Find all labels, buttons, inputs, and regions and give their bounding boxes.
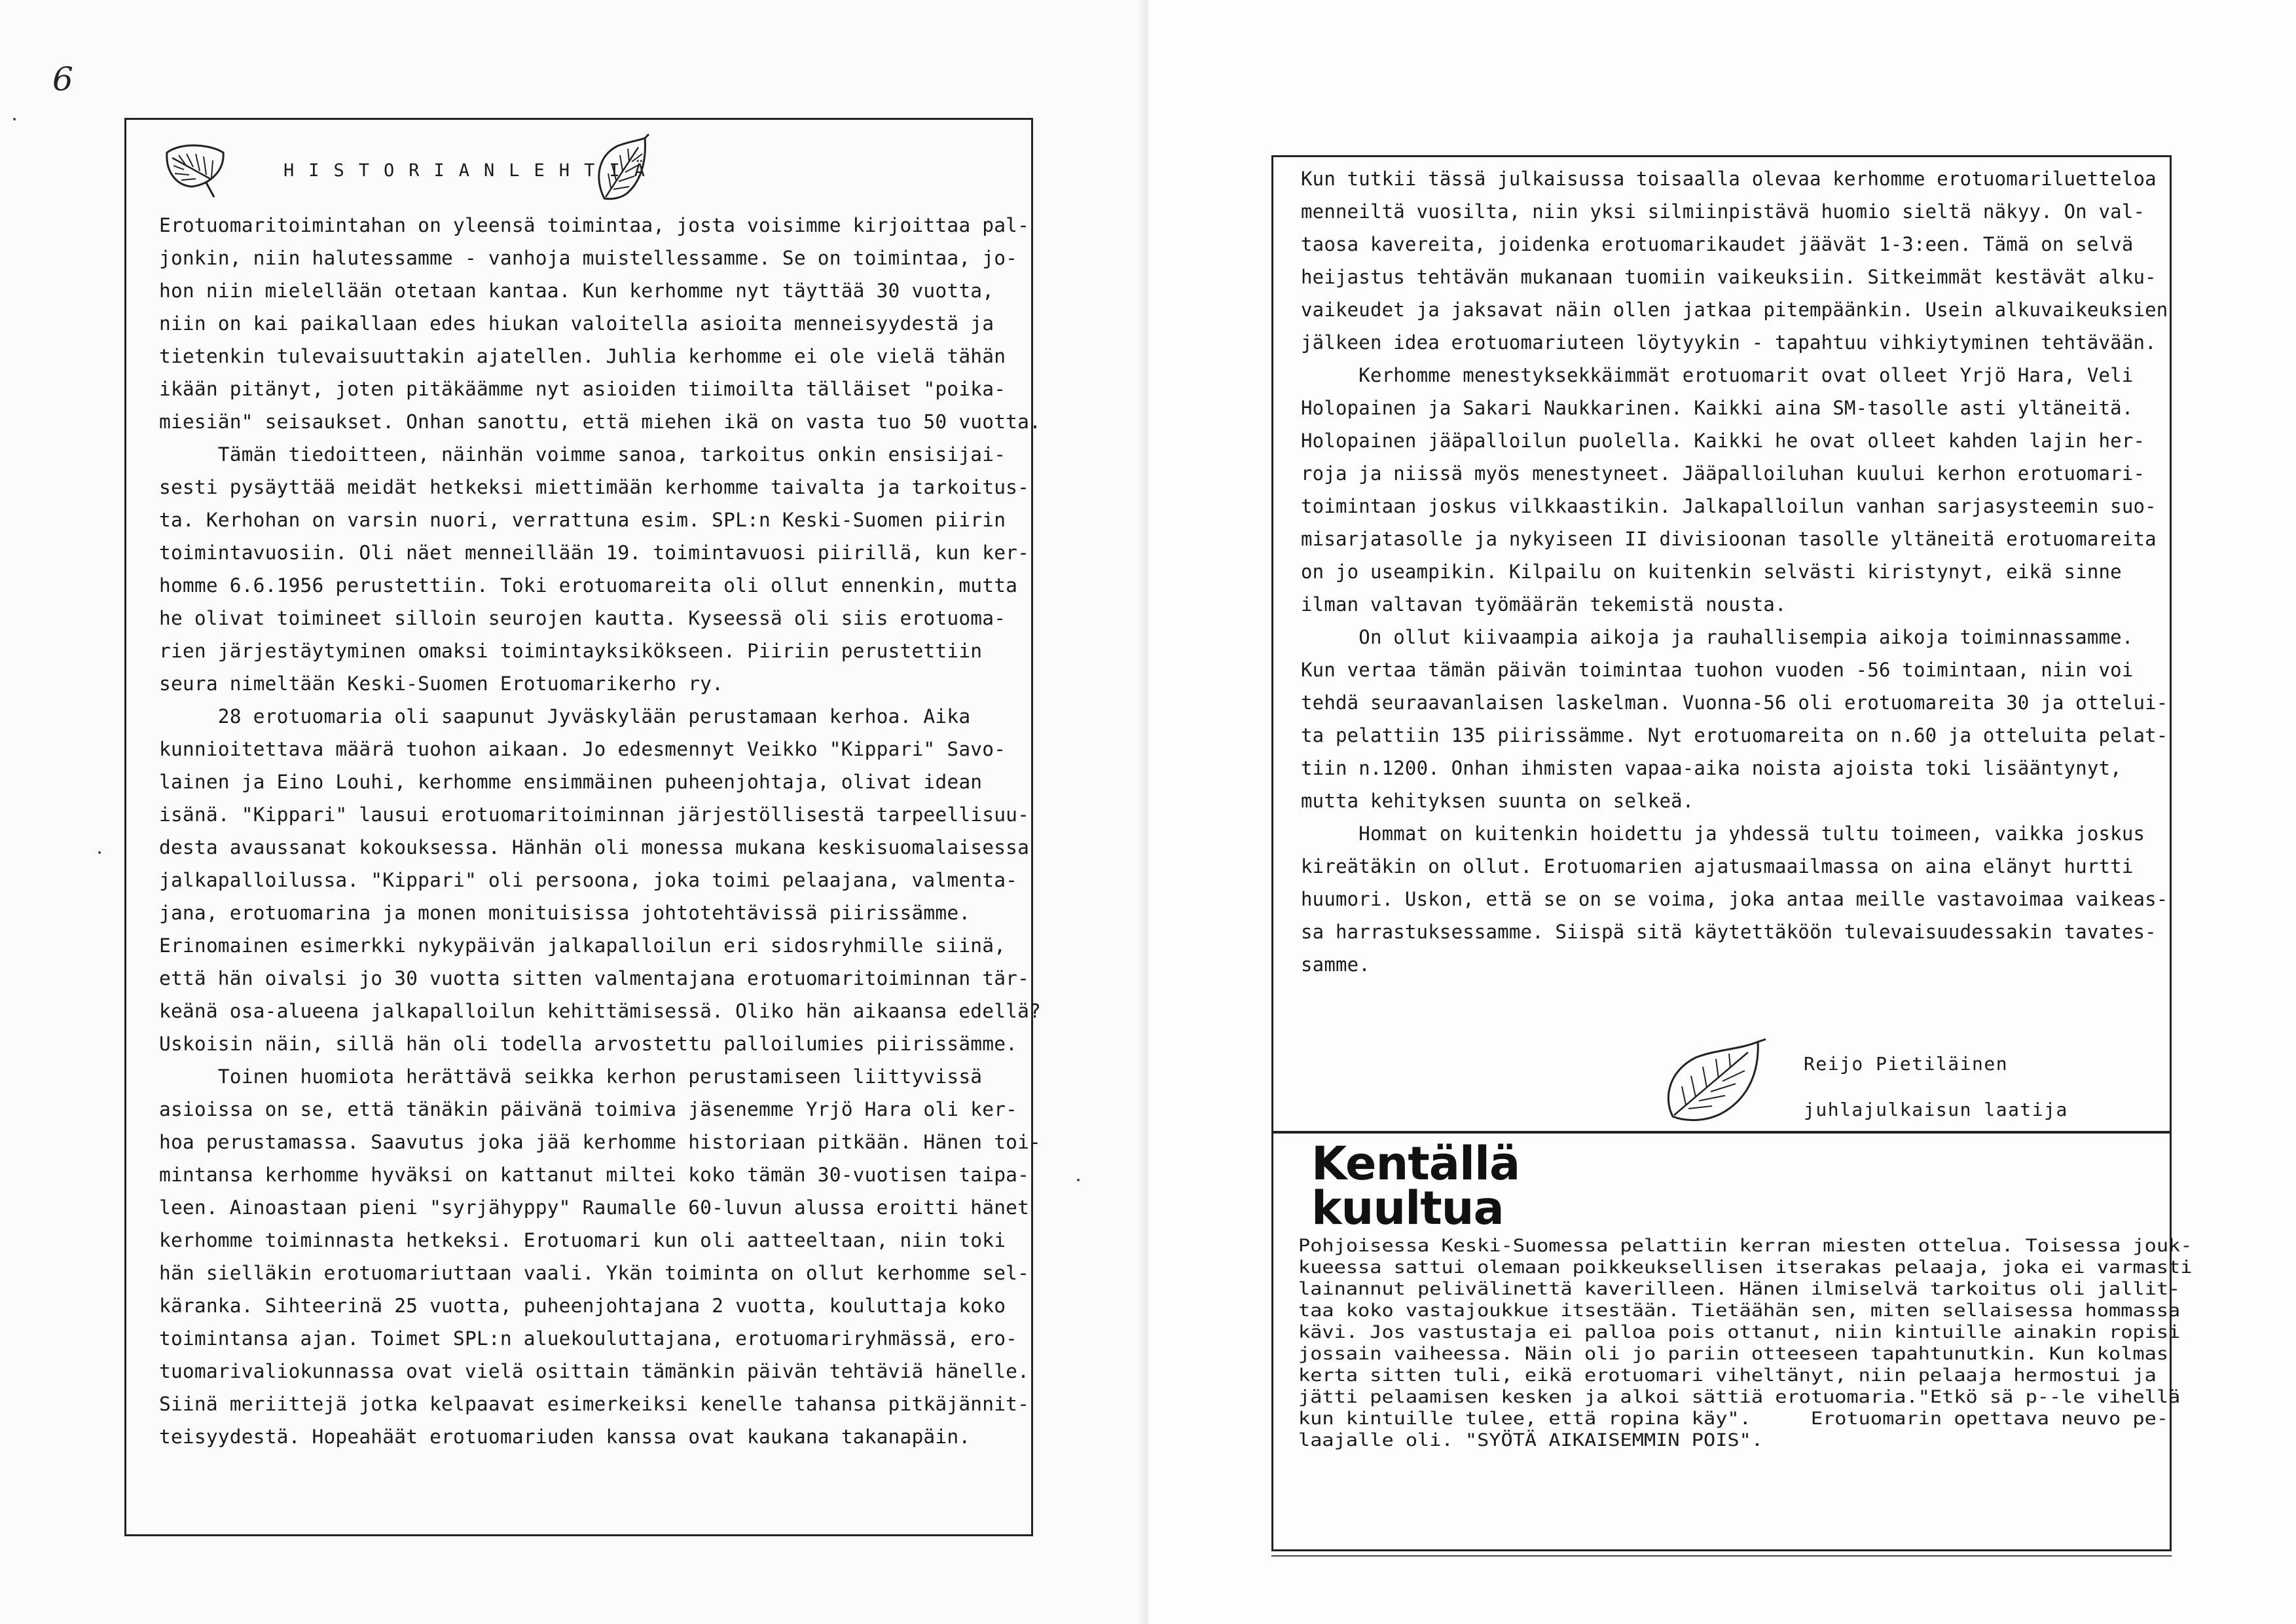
continuation-text: [1301, 162, 2168, 981]
text-line: jätti pelaamisen kesken ja alkoi sättiä erotuomaria."Etkö sä p--le vihellä: [1298, 1387, 2181, 1407]
text-line: Siinä meriittejä jotka kelpaavat esimerkeiksi kenelle tahansa pitkäjännit-: [159, 1393, 1030, 1415]
text-line: asioissa on se, että tänäkin päivänä toimiva jäsenemme Yrjö Hara oli ker-: [159, 1098, 1018, 1120]
kentalla-title-line2: kuultua: [1311, 1181, 1504, 1235]
leaf-icon: [591, 133, 650, 205]
historianlehtia-box: [124, 118, 1042, 1536]
signature-name: Reijo Pietiläinen: [1804, 1053, 2009, 1075]
text-line: miesiän" seisaukset. Onhan sanottu, että miehen ikä on vasta tuo 50 vuotta.: [159, 411, 1042, 433]
text-line: käranka. Sihteerinä 25 vuotta, puheenjohtajana 2 vuotta, kouluttaja koko: [159, 1295, 1006, 1317]
text-line: tiin n.1200. Onhan ihmisten vapaa-aika noista ajoista toki lisääntynyt,: [1301, 757, 2122, 779]
text-line: tietenkin tulevaisuuttakin ajatellen. Juhlia kerhomme ei ole vielä tähän: [159, 345, 1006, 367]
text-line: ta pelattiin 135 piirissämme. Nyt erotuomareita on n.60 ja otteluita pelat-: [1301, 724, 2168, 747]
text-line: sa harrastuksessamme. Siispä sitä käytettäköön tulevaisuudessakin tavates-: [1301, 921, 2157, 943]
text-line: vaikeudet ja jaksavat näin ollen jatkaa pitempäänkin. Usein alkuvaikeuksien: [1301, 299, 2168, 321]
text-line: niin on kai paikallaan edes hiukan valoitella asioita menneisyydestä ja: [159, 312, 994, 335]
text-line: jossain vaiheessa. Näin oli jo pariin otteeseen tapahtunutkin. Kun kolmas: [1298, 1344, 2169, 1364]
text-line: menneiltä vuosilta, niin yksi silmiinpistävä huomio sieltä näkyy. On val-: [1301, 200, 2145, 223]
text-line: Holopainen jääpalloilun puolella. Kaikki he ovat olleet kahden lajin her-: [1301, 430, 2145, 452]
text-line: lainannut pelivälinettä kaverilleen. Hänen ilmiselvä tarkoitus oli jallit-: [1298, 1279, 2181, 1299]
text-line: lainen ja Eino Louhi, kerhomme ensimmäinen puheenjohtaja, olivat idean: [159, 771, 983, 793]
text-line: sesti pysäyttää meidät hetkeksi miettimään kerhomme taivalta ja tarkoitus-: [159, 476, 1030, 498]
scan-speck: [1077, 1179, 1080, 1181]
text-line: kun kintuille tulee, että ropina käy". Erotuomarin opettava neuvo pe-: [1298, 1409, 2169, 1429]
text-line: Erinomainen esimerkki nykypäivän jalkapalloilun eri sidosryhmille siinä,: [159, 934, 1006, 957]
text-line: heijastus tehtävän mukanaan tuomiin vaikeuksiin. Sitkeimmät kestävät alku-: [1301, 266, 2157, 288]
kentalla-title-line1: Kentällä: [1311, 1137, 1520, 1190]
text-line: kerhomme toiminnasta hetkeksi. Erotuomari kun oli aatteeltaan, niin toki: [159, 1229, 1006, 1251]
text-line: rien järjestäytyminen omaksi toimintayksikökseen. Piiriin perustettiin: [159, 640, 983, 662]
text-line: taa koko vastajoukkue itsestään. Tietäähän sen, miten sellaisessa hommassa: [1298, 1301, 2181, 1321]
text-line: Kerhomme menestyksekkäimmät erotuomarit ovat olleet Yrjö Hara, Veli: [1301, 364, 2134, 386]
text-line: tehdä seuraavanlaisen laskelman. Vuonna-56 oli erotuomareita 30 ja ottelui-: [1301, 692, 2168, 714]
text-line: kueessa sattui olemaan poikkeuksellisen itserakas pelaaja, joka ei varmasti: [1298, 1257, 2193, 1278]
text-line: 28 erotuomaria oli saapunut Jyväskylään perustamaan kerhoa. Aika: [159, 705, 971, 728]
text-line: hon niin mielellään otetaan kantaa. Kun kerhomme nyt täyttää 30 vuotta,: [159, 280, 994, 302]
text-line: ta. Kerhohan on varsin nuori, verrattuna esim. SPL:n Keski-Suomen piirin: [159, 509, 1006, 531]
text-line: seura nimeltään Keski-Suomen Erotuomarikerho ry.: [159, 673, 724, 695]
text-line: On ollut kiivaampia aikoja ja rauhallisempia aikoja toiminnassamme.: [1301, 626, 2134, 648]
text-line: laajalle oli. "SYÖTÄ AIKAISEMMIN POIS".: [1298, 1430, 1764, 1450]
text-line: jälkeen idea erotuomariuteen löytyykin - tapahtuu vihkiytyminen tehtävään.: [1301, 331, 2157, 354]
signature-role: juhlajulkaisun laatija: [1804, 1099, 2068, 1120]
text-line: mintansa kerhomme hyväksi on kattanut miltei koko tämän 30-vuotisen taipa-: [159, 1164, 1030, 1186]
text-line: Holopainen ja Sakari Naukkarinen. Kaikki aina SM-tasolle asti yltäneitä.: [1301, 397, 2134, 419]
text-line: Tämän tiedoitteen, näinhän voimme sanoa, tarkoitus onkin ensisijai-: [159, 443, 1006, 466]
historianlehtia-text: [159, 209, 1042, 1453]
text-line: toimintaan joskus vilkkaastikin. Jalkapalloilun vanhan sarjasysteemin suo-: [1301, 495, 2157, 517]
scan-speck: [98, 851, 101, 854]
text-line: huumori. Uskon, että se on se voima, joka antaa meille vastavoimaa vaikeas-: [1301, 888, 2168, 910]
text-line: he olivat toimineet silloin seurojen kautta. Kyseessä oli siis erotuoma-: [159, 607, 1006, 629]
text-line: toimintavuosiin. Oli näet menneillään 19. toimintavuosi piirillä, kun ker-: [159, 542, 1030, 564]
kentalla-title: [1311, 1137, 1520, 1235]
text-line: hän sielläkin erotuomariuttaan vaali. Ykän toiminta on ollut kerhomme sel-: [159, 1262, 1030, 1284]
text-line: jana, erotuomarina ja monen monituisissa johtotehtävissä piirissämme.: [159, 902, 971, 924]
bottom-rule: [1271, 1555, 2172, 1557]
text-line: Kun tutkii tässä julkaisussa toisaalla olevaa kerhomme erotuomariluetteloa: [1301, 168, 2157, 190]
text-line: mutta kehityksen suunta on selkeä.: [1301, 790, 1694, 812]
text-line: kireätäkin on ollut. Erotuomarien ajatusmaailmassa on aina elänyt hurtti: [1301, 855, 2134, 877]
text-line: leen. Ainoastaan pieni "syrjähyppy" Raumalle 60-luvun alussa eroitti hänet: [159, 1196, 1030, 1219]
kentalla-kuultua-box: [1271, 1131, 2193, 1551]
text-line: ilman valtavan työmäärän tekemistä nousta.: [1301, 593, 1787, 616]
continuation-box: [1271, 155, 2172, 1131]
text-line: taosa kavereita, joidenka erotuomarikaudet jäävät 1-3:een. Tämä on selvä: [1301, 233, 2134, 255]
leaf-icon: [1660, 1038, 1771, 1130]
text-line: misarjatasolle ja nykyiseen II divisioonan tasolle yltäneitä erotuomareita: [1301, 528, 2157, 550]
page-number-left: 6: [52, 60, 73, 98]
text-line: jonkin, niin halutessamme - vanhoja muistellessamme. Se on toimintaa, jo-: [159, 247, 1018, 269]
kentalla-story: [1298, 1235, 2251, 1451]
text-line: kävi. Jos vastustaja ei palloa pois ottanut, niin kintuille ainakin ropisi: [1298, 1322, 2181, 1342]
text-line: on jo useampikin. Kilpailu on kuitenkin selvästi kiristynyt, eikä sinne: [1301, 561, 2122, 583]
text-line: tuomarivaliokunnassa ovat vielä osittain tämänkin päivän tehtäviä hänelle.: [159, 1360, 1030, 1382]
text-line: Erotuomaritoimintahan on yleensä toimintaa, josta voisimme kirjoittaa pal-: [159, 214, 1030, 236]
text-line: ikään pitänyt, joten pitäkäämme nyt asioiden tiimoilta tälläiset "poika-: [159, 378, 1006, 400]
text-line: teisyydestä. Hopeahäät erotuomariuden kanssa ovat kaukana takanapäin.: [159, 1426, 971, 1448]
leaf-icon: [159, 138, 231, 200]
section-title: HISTORIANLEHTIÄ: [283, 160, 659, 181]
text-line: roja ja niissä myös menestyneet. Jääpalloiluhan kuului kerhon erotuomari-: [1301, 462, 2145, 485]
text-line: että hän oivalsi jo 30 vuotta sitten valmentajana erotuomaritoiminnan tär-: [159, 967, 1030, 989]
text-line: toimintansa ajan. Toimet SPL:n aluekouluttajana, erotuomariryhmässä, ero-: [159, 1327, 1018, 1350]
text-line: hoa perustamassa. Saavutus joka jää kerhomme historiaan pitkään. Hänen toi-: [159, 1131, 1042, 1153]
text-line: Uskoisin näin, sillä hän oli todella arvostettu palloilumies piirissämme.: [159, 1033, 1018, 1055]
text-line: Hommat on kuitenkin hoidettu ja yhdessä tultu toimeen, vaikka joskus: [1301, 822, 2145, 845]
text-line: Toinen huomiota herättävä seikka kerhon perustamiseen liittyvissä: [159, 1065, 983, 1088]
text-line: kerta sitten tuli, eikä erotuomari viheltänyt, niin pelaaja hermostui ja: [1298, 1365, 2157, 1386]
text-line: isänä. "Kippari" lausui erotuomaritoiminnan järjestöllisestä tarpeellisuu-: [159, 803, 1030, 826]
text-line: kunnioitettava määrä tuohon aikaan. Jo edesmennyt Veikko "Kippari" Savo-: [159, 738, 1006, 760]
text-line: keänä osa-alueena jalkapalloilun kehittämisessä. Oliko hän aikaansa edellä?: [159, 1000, 1042, 1022]
text-line: Pohjoisessa Keski-Suomessa pelattiin kerran miesten ottelua. Toisessa jouk-: [1298, 1236, 2193, 1256]
scan-speck: [13, 118, 16, 120]
section-header: [159, 133, 683, 205]
text-line: homme 6.6.1956 perustettiin. Toki erotuomareita oli ollut ennenkin, mutta: [159, 574, 1018, 597]
text-line: samme.: [1301, 953, 1370, 976]
text-line: Kun vertaa tämän päivän toimintaa tuohon vuoden -56 toimintaan, niin voi: [1301, 659, 2134, 681]
text-line: jalkapalloilussa. "Kippari" oli persoona, joka toimi pelaajana, valmenta-: [159, 869, 1018, 891]
text-line: desta avaussanat kokouksessa. Hänhän oli monessa mukana keskisuomalaisessa: [159, 836, 1030, 858]
